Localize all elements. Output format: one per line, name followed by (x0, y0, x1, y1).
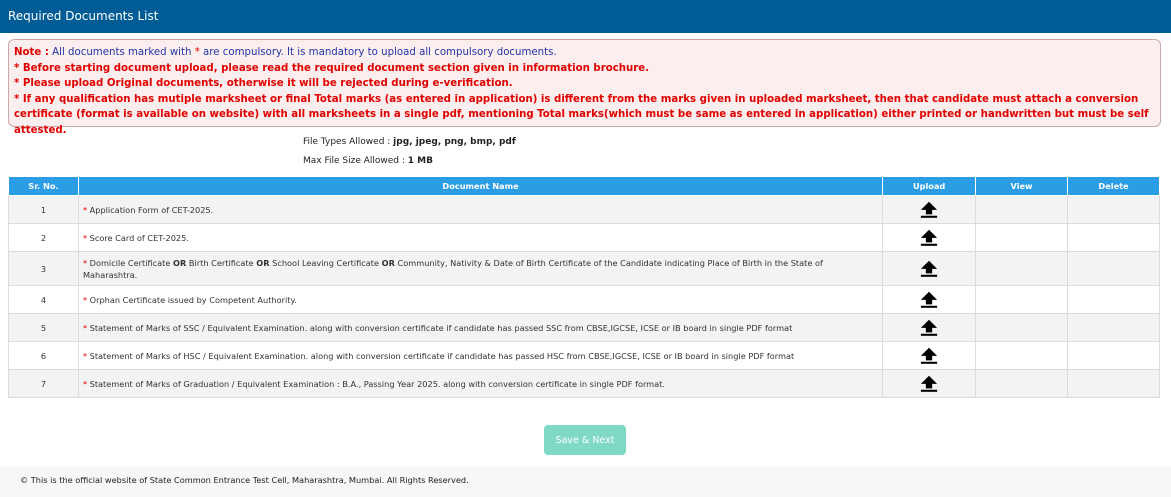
upload-icon[interactable] (920, 318, 938, 336)
copyright-text: © This is the official website of State Common Entrance Test Cell, Maharashtra, Mumbai. All Rights Reserved. (20, 475, 469, 485)
documents-table (8, 176, 1160, 398)
document-name: * Score Card of CET-2025. (78, 224, 882, 252)
delete-cell (1068, 370, 1160, 398)
page-title: Required Documents List (8, 9, 159, 23)
view-cell (976, 252, 1068, 286)
upload-icon[interactable] (920, 200, 938, 218)
upload-icon[interactable] (920, 374, 938, 392)
document-name: * Application Form of CET-2025. (78, 196, 882, 224)
delete-cell (1068, 342, 1160, 370)
col-view-header: View (976, 177, 1068, 196)
delete-cell (1068, 286, 1160, 314)
table-header-row (9, 177, 1160, 196)
page-header (0, 0, 1171, 33)
table-row: 1 * Application Form of CET-2025. (9, 196, 1160, 224)
note-label: Note : (14, 47, 49, 58)
upload-icon[interactable] (920, 228, 938, 246)
delete-cell (1068, 314, 1160, 342)
file-types-info: File Types Allowed : jpg, jpeg, png, bmp, pdf (303, 137, 516, 147)
delete-cell (1068, 252, 1160, 286)
document-name: * Orphan Certificate issued by Competent Authority. (78, 286, 882, 314)
col-srno-header: Sr. No. (9, 177, 79, 196)
view-cell (976, 370, 1068, 398)
col-upload-header: Upload (883, 177, 976, 196)
save-next-button[interactable]: Save & Next (544, 425, 626, 455)
document-name: * Statement of Marks of HSC / Equivalent Examination. along with conversion certificate if candidate has passed HSC from CBSE,IGCSE, ICSE or IB board in single PDF format (78, 342, 882, 370)
max-file-size-info: Max File Size Allowed : 1 MB (303, 156, 433, 166)
col-name-header: Document Name (78, 177, 882, 196)
document-name: * Statement of Marks of Graduation / Equivalent Examination : B.A., Passing Year 2025. along with conversion certificate in single PDF format. (78, 370, 882, 398)
col-delete-header: Delete (1068, 177, 1160, 196)
delete-cell (1068, 196, 1160, 224)
note-line-3: * Please upload Original documents, otherwise it will be rejected during e-verification. (14, 78, 513, 90)
table-row: 7 * Statement of Marks of Graduation / Equivalent Examination : B.A., Passing Year 2025. along with conversion certificate in single PDF format. (9, 370, 1160, 398)
delete-cell (1068, 224, 1160, 252)
upload-icon[interactable] (920, 290, 938, 308)
footer (0, 467, 1171, 497)
table-row: 3 * Domicile Certificate OR Birth Certificate OR School Leaving Certificate OR Community, Nativity & Date of Birth Certificate of the Candidate indicating Place of Birth in the State of Maharashtra. (9, 252, 1160, 286)
table-row: 4 * Orphan Certificate issued by Competent Authority. (9, 286, 1160, 314)
table-row: 6 * Statement of Marks of HSC / Equivalent Examination. along with conversion certificate if candidate has passed HSC from CBSE,IGCSE, ICSE or IB board in single PDF format (9, 342, 1160, 370)
upload-icon[interactable] (920, 346, 938, 364)
view-cell (976, 224, 1068, 252)
view-cell (976, 342, 1068, 370)
table-row: 5 * Statement of Marks of SSC / Equivalent Examination. along with conversion certificate if candidate has passed SSC from CBSE,IGCSE, ICSE or IB board in single PDF format (9, 314, 1160, 342)
note-box (8, 39, 1161, 136)
view-cell (976, 196, 1068, 224)
document-name: * Statement of Marks of SSC / Equivalent Examination. along with conversion certificate if candidate has passed SSC from CBSE,IGCSE, ICSE or IB board in single PDF format (78, 314, 882, 342)
upload-icon[interactable] (920, 259, 938, 277)
note-line-1: Note : All documents marked with * are compulsory. It is mandatory to upload all compulsory documents. (14, 47, 557, 58)
document-name: * Domicile Certificate OR Birth Certificate OR School Leaving Certificate OR Community, Nativity & Date of Birth Certificate of the Candidate indicating Place of Birth in the State of Maharashtra. (78, 252, 882, 286)
table-row: 2 * Score Card of CET-2025. (9, 224, 1160, 252)
view-cell (976, 314, 1068, 342)
note-line-2: * Before starting document upload, please read the required document section given in information brochure. (14, 62, 650, 74)
view-cell (976, 286, 1068, 314)
note-line-4: * If any qualification has mutiple marksheet or final Total marks (as entered in application) is different from the marks given in uploaded marksheet, then that candidate must attach a conversion certificate (format is available on website) with all marksheets in a single pdf, mentioning Total marks(which must be same as entered in application) either printed or handwritten but must be self attested. (14, 93, 1149, 136)
